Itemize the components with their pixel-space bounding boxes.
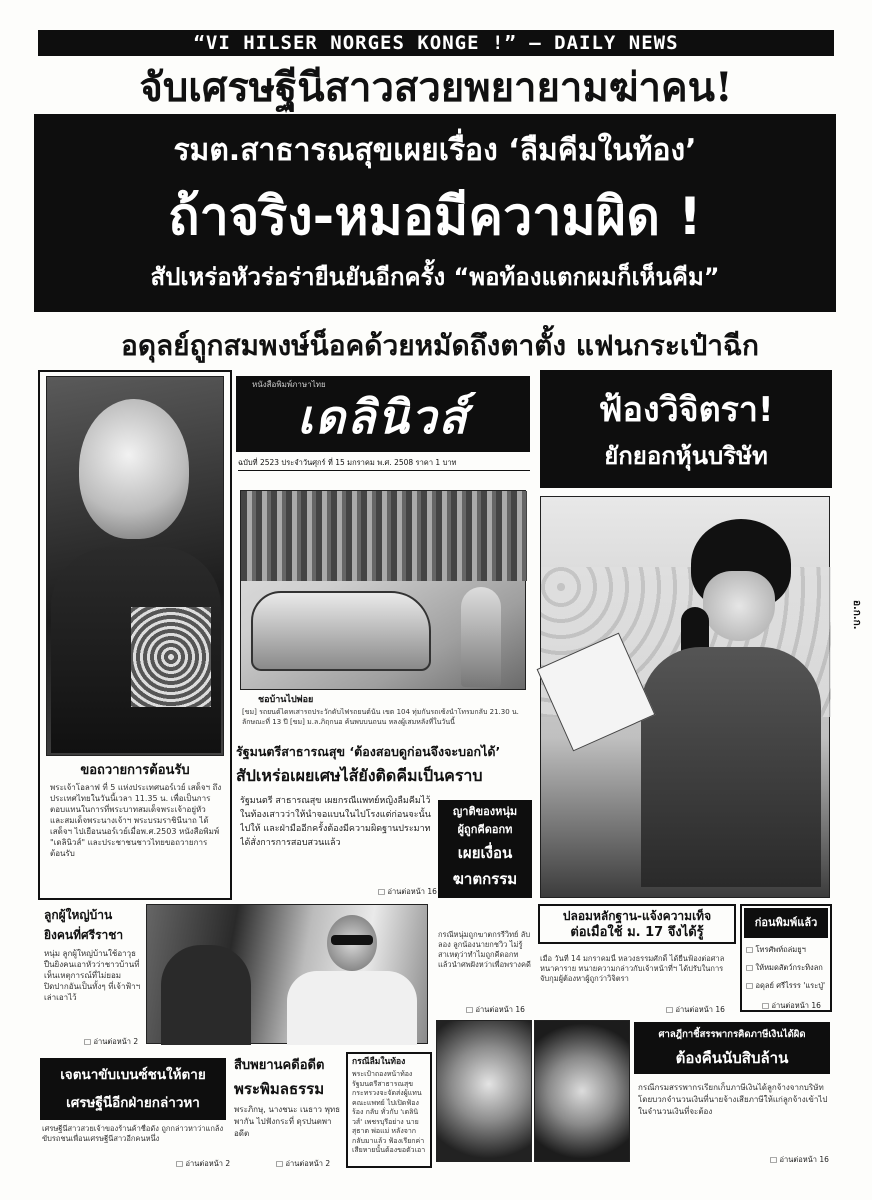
late-news-item2: □ ให้หมดสัตว์กระทิงลก	[746, 962, 830, 974]
masthead	[236, 376, 530, 452]
late-news-box	[740, 904, 832, 1012]
relatives-continued: □ อ่านต่อหน้า 16	[466, 1004, 525, 1016]
crashed-car	[251, 591, 431, 671]
pliers-title: กรณีลืมในท้อง	[352, 1057, 406, 1067]
relatives-line1: ญาติของหนุ่ม	[452, 805, 518, 818]
abduct-line2: ยิงคนที่ศรีราชา	[44, 928, 124, 942]
tax-line1: ศาลฎีกาชี้สรรพากรคิดภาษีเงินได้ผิด	[658, 1029, 806, 1040]
pliers-news-box	[346, 1052, 432, 1168]
tax-continued: □ อ่านต่อหน้า 16	[770, 1154, 829, 1166]
lead-story-box	[34, 114, 836, 312]
minister-story-body: รัฐมนตรี สาธารณสุข เผยกรณีแพทย์หญิงลืมคีมไว้ในท้องเสาวว่าให้นำจอแบนในไปโรงแต่ก่อนจะนั้นไปให้ และฝ่ามืออีกครั้งต้องมีความผิดฐานประมาท ได้สั่งการการสอบสวนแล้ว	[240, 796, 431, 848]
crash-caption-title: ชอบ้านไปพ่อย	[258, 695, 314, 705]
man-sunglasses	[331, 935, 373, 945]
king-medals	[131, 607, 211, 707]
late-news-item3: □ อดุลย์ ศรีไรรร 'แระปู่'	[746, 980, 830, 992]
relatives-box	[438, 800, 532, 898]
crash-caption-body: [ขม] รถยนต์ไดทเสารถประวักดับไฟรถยนต์นั้น เขต 104 ทุ่มกันรถเซ้งนำโทรมกลับ 21.30 น. ลักษณะที่ 13 ปี [ขม] ม.ล.ภิฤกนอ ค้นพบบนถนน หลงผู้เสมหลังที่ในวันนี้	[242, 708, 519, 726]
boxing-headline: อดุลย์ถูกสมพงษ์น็อคด้วยหมัดถึงตาตั้ง แฟนกระเป๋าฉีก	[121, 329, 759, 362]
abduct-continued: □ อ่านต่อหน้า 2	[84, 1036, 138, 1048]
tax-line2: ต้องคืนนับสิบล้าน	[675, 1049, 789, 1067]
main-headline: จับเศรษฐีนีสาวสวยพยายามฆ่าคน!	[139, 64, 733, 111]
evidence-line2: ต่อเมื่อใช้ ม. 17 จึงได้รู้	[570, 925, 704, 940]
benz-headline-box	[40, 1058, 226, 1120]
masthead-issue-info: ฉบับที่ 2523 ประจำวันศุกร์ ที่ 15 มกราคม พ.ศ. 2508 ราคา 1 บาท	[238, 456, 530, 471]
relatives-line4: ฆาตกรรม	[452, 870, 518, 888]
trial-body: พระภิกษุ, นางชนะ เนธาว พุทธ พากัน ไปฟังกระที่ ดุรปนตพา อดีต	[234, 1105, 340, 1138]
tax-headline-box	[634, 1022, 830, 1074]
minister-headline-line2: สัปเหร่อเผยเศษไส้ยังติดคีมเป็นคราบ	[236, 766, 483, 785]
officer-figure	[161, 945, 251, 1045]
lead-box-line2: ถ้าจริง-หมอมีความผิด !	[168, 187, 702, 247]
suspect-portrait-1	[436, 1020, 532, 1162]
car-crash-photo	[240, 490, 526, 690]
king-caption-title: ขอถวายการต้อนรับ	[80, 763, 190, 778]
vichitra-line1: ฟ้องวิจิตรา!	[598, 390, 774, 430]
woman-dress	[641, 647, 821, 887]
bystander	[461, 587, 501, 687]
masthead-title: เดลินิวส์	[297, 390, 469, 444]
abduct-line1: ลูกผู้ใหญ่บ้าน	[44, 908, 113, 922]
minister-continued: □ อ่านต่อหน้า 16	[378, 886, 437, 898]
abduct-body: หนุ่ม ลูกผู้ใหญ่บ้านใช้อาวุธปืนยิงคนเอาหัวว่าชาวบ้านที่เห็นเหตุการณ์ที่ไม่ยอมปิดปากอันเป็นทั้งๆ ที่เจ้าฟ้าฯ เล่าเอาไว้	[44, 949, 141, 1002]
lead-box-line3: สัปเหร่อหัวร่อร่ายืนยันอีกครั้ง “พอท้องแตกผมก็เห็นคีม”	[150, 263, 720, 291]
benz-line2: เศรษฐีนีอีกฝ่ายกล่าวหา	[66, 1095, 200, 1111]
lead-box-line1: รมต.สาธารณสุขเผยเรื่อง ‘ลืมคีมในท้อง’	[173, 133, 697, 168]
benz-continued: □ อ่านต่อหน้า 2	[176, 1158, 230, 1170]
woman-on-phone-photo	[540, 496, 830, 898]
king-portrait-photo	[46, 376, 224, 756]
trial-continued: □ อ่านต่อหน้า 2	[276, 1158, 330, 1170]
top-banner: “VI HILSER NORGES KONGE !” — DAILY NEWS	[38, 30, 834, 56]
benz-body: เศรษฐีนีสาวสวยเจ้าของร้านค้าชื่อดัง ถูกกล่าวหาว่าแกล้งขับรถชนเพื่อนเศรษฐีนีสาวอีกคนหนึ่ง	[42, 1124, 224, 1143]
masthead-small-text: หนังสือพิมพ์ภาษาไทย	[252, 380, 326, 389]
benz-line1: เจตนาขับเบนซ์ชนให้ตาย	[60, 1067, 206, 1083]
relatives-line3: เผยเงื่อน	[457, 844, 513, 862]
trial-line2: พระพิมลธรรม	[234, 1080, 325, 1098]
woman-face	[703, 571, 775, 641]
suspect-portrait-2	[534, 1020, 630, 1162]
evidence-line1: ปลอมหลักฐาน-แจ้งความเท็จ	[562, 909, 712, 923]
man-shirt	[287, 971, 417, 1045]
minister-headline-line1: รัฐมนตรีสาธารณสุข ‘ต้องสอบดูก่อนจึงจะบอกได้’	[236, 744, 501, 759]
side-mark: อ.ก.ก.	[851, 600, 862, 630]
king-caption-body: พระเจ้าโอลาฟ ที่ 5 แห่งประเทศนอร์เวย์ เสด็จฯ ถึงประเทศไทยในวันนี้เวลา 11.35 น. เพื่อเป็นการตอบแทนในการที่พระบาทสมเด็จพระเจ้าอยู่หัว และสมเด็จพระนางเจ้าฯ พระบรมราชินีนาถ ได้เสด็จฯ ไปเยือนนอร์เวย์เมื่อพ.ศ.2503 หนังสือพิมพ์ "เดลินิวส์" และประชาชนชาวไทยขอถวายการต้อนรับ	[50, 783, 222, 858]
relatives-line2: ผู้ถูกคีดอกท	[457, 823, 513, 836]
late-news-item1: □ โทรศัพท์ถล่มยูฯ	[746, 944, 830, 956]
late-news-continued: □ อ่านต่อหน้า 16	[762, 1000, 821, 1012]
late-news-title: ก่อนพิมพ์แล้ว	[744, 908, 828, 938]
evidence-box	[538, 904, 736, 944]
king-face	[79, 399, 189, 539]
vichitra-headline-box	[540, 370, 832, 488]
crowd	[241, 491, 527, 581]
pliers-body: พระเป้าถองหน้าท้อง รัฐมนตรีสาธารณสุข กระทรวงจะจัดส่งผู้แทนคณะแพทย์ ไปเปิดฟ้องร้อง กลับ ทั่วกับ 'เดลินิวส์' เพชรบุรีอย่าง นายสุธาต พ่อแม่ หลังจากกลับมาแล้ว ฟ้องเรียกค่าเสียหายนั้นต้องขอตัวเอา	[352, 1070, 426, 1154]
evidence-body: เมื่อ วันที่ 14 มกราคมนี้ หลวงธรรมศักดิ์ ได้ยื่นฟ้องต่อศาลหนาคาราย ทนายความกล่าวกับเจ้าหน้าที่ฯ ได้ปรับในการจับกุมผู้ต้องหาผู้ถูกว่าวิจิตรา	[540, 954, 725, 983]
trial-line1: สืบพยานคดีอดีต	[234, 1058, 325, 1073]
relatives-body: กรณีหนุ่มถูกฆาตกรรีวิทย์ ลับลอง ลูกน้องนายกชวิว ไม่รู้สาเหตุว่าทำไมถูกคีดอกท แล้วนำศพฝังหว่าเพื่อพรางคดี	[438, 930, 531, 969]
vichitra-line2: ยักยอกหุ้นบริษัท	[604, 442, 768, 470]
evidence-continued: □ อ่านต่อหน้า 16	[666, 1004, 725, 1016]
elderly-man-photo	[146, 904, 428, 1044]
tax-body: กรณีกรมสรรพากรเรียกเก็บภาษีเงินได้ลูกจ้างจากบริษัท โดยบวกจำนวนเงินที่นายจ้างเสียภาษีให้แก่ลูกจ้างเข้าไปในจำนวนเงินที่จะต้อง	[638, 1083, 828, 1116]
